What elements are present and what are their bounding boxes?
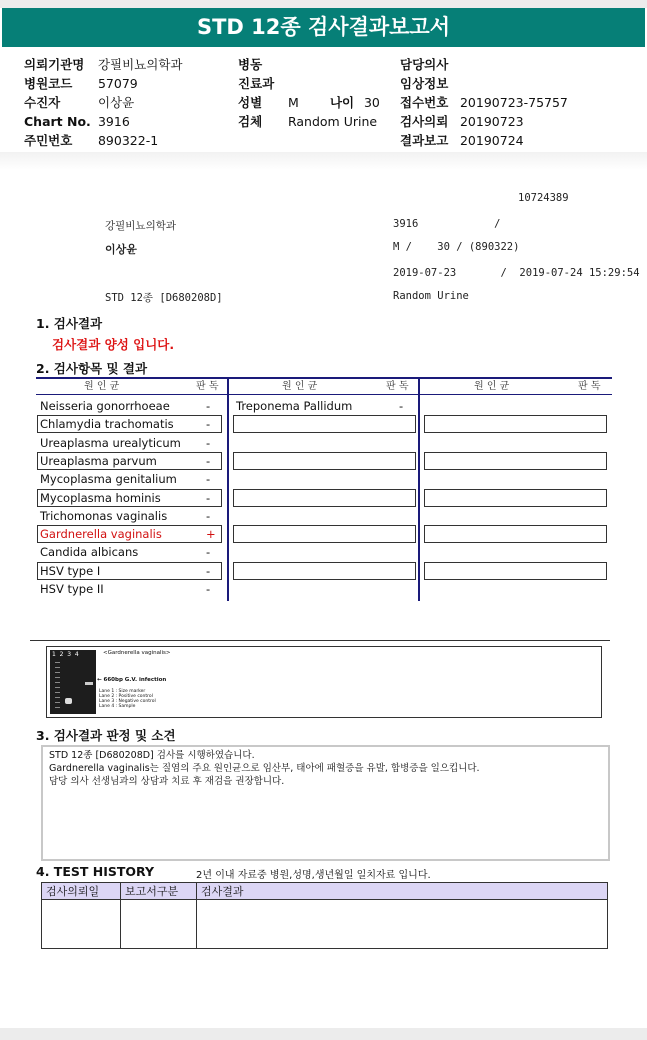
pathogen-name: Neisseria gonorrhoeae bbox=[40, 399, 170, 413]
pathogen-name: Gardnerella vaginalis bbox=[40, 527, 162, 542]
section-1-heading: 1. 검사결과 bbox=[36, 316, 103, 331]
finding-line-3: 담당 의사 선생님과의 상담과 치료 후 재검을 권장합니다. bbox=[49, 776, 285, 787]
pathogen-result: - bbox=[206, 490, 211, 505]
pathogen-result: - bbox=[206, 399, 211, 413]
empty-result-box bbox=[233, 489, 416, 507]
empty-result-box bbox=[233, 415, 416, 433]
section-2-heading: 2. 검사항목 및 결과 bbox=[36, 361, 148, 376]
receipt-patient: 이상윤 bbox=[105, 243, 137, 256]
age-label: 나이 bbox=[329, 95, 355, 110]
history-cell-type bbox=[121, 900, 197, 949]
history-cell-result bbox=[197, 900, 608, 949]
col2-pathogen-header: 원 인 균 bbox=[282, 381, 318, 392]
pathogen-name: Mycoplasma genitalium bbox=[40, 472, 177, 487]
gel-image bbox=[50, 650, 96, 714]
pathogen-name: Treponema Pallidum bbox=[236, 399, 353, 413]
positive-result-text: 검사결과 양성 입니다. bbox=[52, 337, 175, 352]
report-date-value: 20190724 bbox=[459, 133, 524, 148]
pathogen-name: HSV type I bbox=[40, 563, 101, 578]
bottom-strip bbox=[0, 1028, 647, 1040]
history-col-date: 검사의뢰일 bbox=[42, 883, 121, 900]
report-date-label: 결과보고 bbox=[400, 133, 449, 148]
receipt-no-label: 접수번호 bbox=[400, 95, 449, 110]
patient-value: 이상윤 bbox=[97, 95, 135, 110]
results-table-header-rule bbox=[36, 394, 612, 395]
header-col-1 bbox=[24, 55, 183, 150]
col3-result-header: 판 독 bbox=[578, 381, 601, 392]
receipt-dates: 2019-07-23 / 2019-07-24 15:29:54 bbox=[393, 267, 640, 279]
resident-no-label: 주민번호 bbox=[24, 133, 73, 148]
col3-pathogen-header: 원 인 균 bbox=[474, 381, 510, 392]
empty-result-box bbox=[424, 525, 607, 543]
top-strip bbox=[0, 0, 647, 8]
gel-section-rule bbox=[30, 640, 610, 641]
clinical-info-label: 임상정보 bbox=[400, 76, 449, 91]
specimen-value: Random Urine bbox=[287, 114, 378, 129]
pathogen-result: - bbox=[206, 472, 211, 487]
hospital-label: 의뢰기관명 bbox=[24, 57, 85, 72]
empty-result-box bbox=[424, 415, 607, 433]
results-col-divider-1 bbox=[227, 377, 229, 601]
resident-no-value: 890322-1 bbox=[97, 133, 159, 148]
sex-label: 성별 bbox=[238, 95, 263, 110]
sex-value: M bbox=[287, 95, 299, 110]
history-col-type: 보고서구분 bbox=[121, 883, 197, 900]
pathogen-result: - bbox=[206, 545, 211, 560]
pathogen-result: - bbox=[206, 417, 211, 432]
gel-legend-3: Lane 3 : Negative control bbox=[99, 699, 156, 704]
finding-line-1: STD 12종 [D680208D] 검사를 시행하였습니다. bbox=[49, 750, 255, 761]
receipt-test: STD 12종 [D680208D] bbox=[105, 292, 223, 304]
empty-result-box bbox=[233, 562, 416, 580]
hospital-value: 강필비뇨의학과 bbox=[97, 57, 183, 72]
department-label: 진료과 bbox=[238, 76, 275, 91]
empty-result-box bbox=[424, 562, 607, 580]
finding-line-2: Gardnerella vaginalis는 질염의 주요 원인균으로 임산부, 태아에 패혈증을 유발, 합병증을 일으킵니다. bbox=[49, 763, 480, 774]
history-note: 2년 이내 자료중 병원,성명,생년월일 일치자료 입니다. bbox=[196, 870, 431, 881]
gel-band-positive bbox=[65, 698, 72, 704]
header-col-3 bbox=[400, 55, 568, 150]
col1-pathogen-header: 원 인 균 bbox=[84, 381, 120, 392]
hospital-code-label: 병원코드 bbox=[24, 76, 73, 91]
results-table-top-rule bbox=[36, 377, 612, 379]
col1-result-header: 판 독 bbox=[196, 381, 219, 392]
findings-box bbox=[41, 745, 610, 861]
section-4-heading: 4. TEST HISTORY bbox=[36, 864, 155, 879]
header-divider-shade bbox=[0, 152, 647, 170]
chart-no-label: Chart No. bbox=[24, 114, 91, 129]
gel-band-sample bbox=[85, 682, 93, 685]
patient-label: 수진자 bbox=[24, 95, 61, 110]
pathogen-result: - bbox=[206, 453, 211, 468]
gel-title: <Gardnerella vaginalis> bbox=[103, 650, 171, 656]
report-title: STD 12종 검사결과보고서 bbox=[2, 8, 645, 47]
history-table bbox=[41, 882, 608, 949]
pathogen-name: HSV type II bbox=[40, 582, 104, 596]
results-col-divider-2 bbox=[418, 377, 420, 601]
request-date-label: 검사의뢰 bbox=[400, 114, 449, 129]
receipt-sex-age: M / 30 / (890322) bbox=[393, 241, 520, 253]
empty-result-box bbox=[233, 452, 416, 470]
gel-legend-1: Lane 1 : Size marker bbox=[99, 689, 146, 694]
pathogen-name: Candida albicans bbox=[40, 545, 139, 560]
pathogen-name: Chlamydia trachomatis bbox=[40, 417, 174, 432]
empty-result-box bbox=[424, 452, 607, 470]
empty-result-box bbox=[424, 489, 607, 507]
gel-lane-numbers: 1 2 3 4 bbox=[52, 651, 79, 658]
receipt-chart: 3916 / bbox=[393, 218, 501, 230]
col2-result-header: 판 독 bbox=[386, 381, 409, 392]
receipt-no-value: 20190723-75757 bbox=[459, 95, 568, 110]
gel-electrophoresis-panel bbox=[46, 646, 602, 718]
receipt-clinic: 강필비뇨의학과 bbox=[105, 220, 177, 232]
age-value: 30 bbox=[363, 95, 380, 110]
gel-band-label: ← 660bp G.V. infection bbox=[97, 677, 167, 683]
pathogen-result: + bbox=[206, 527, 216, 542]
pathogen-name: Ureaplasma urealyticum bbox=[40, 435, 181, 450]
pathogen-result: - bbox=[206, 582, 211, 596]
gel-size-marker bbox=[55, 662, 60, 710]
pathogen-result: - bbox=[206, 435, 211, 450]
history-empty-row bbox=[42, 900, 608, 949]
pathogen-name: Trichomonas vaginalis bbox=[40, 508, 168, 523]
specimen-label: 검체 bbox=[238, 114, 263, 129]
history-header-row bbox=[42, 883, 608, 900]
section-3-heading: 3. 검사결과 판정 및 소견 bbox=[36, 728, 176, 743]
request-date-value: 20190723 bbox=[459, 114, 524, 129]
receipt-code: 10724389 bbox=[518, 192, 569, 204]
pathogen-result: - bbox=[206, 563, 211, 578]
doctor-label: 담당의사 bbox=[400, 57, 449, 72]
gel-legend bbox=[99, 689, 156, 709]
hospital-code-value: 57079 bbox=[97, 76, 138, 91]
empty-result-box bbox=[233, 525, 416, 543]
receipt-specimen: Random Urine bbox=[393, 290, 469, 302]
chart-no-value: 3916 bbox=[97, 114, 130, 129]
history-cell-date bbox=[42, 900, 121, 949]
pathogen-result: - bbox=[399, 399, 404, 413]
gel-legend-2: Lane 2 : Positive control bbox=[99, 694, 153, 699]
header-col-2 bbox=[238, 55, 380, 131]
gel-legend-4: Lane 4 : Sample bbox=[99, 704, 136, 709]
ward-label: 병동 bbox=[238, 57, 263, 72]
pathogen-name: Ureaplasma parvum bbox=[40, 453, 157, 468]
pathogen-name: Mycoplasma hominis bbox=[40, 490, 161, 505]
history-col-result: 검사결과 bbox=[197, 883, 608, 900]
pathogen-result: - bbox=[206, 508, 211, 523]
